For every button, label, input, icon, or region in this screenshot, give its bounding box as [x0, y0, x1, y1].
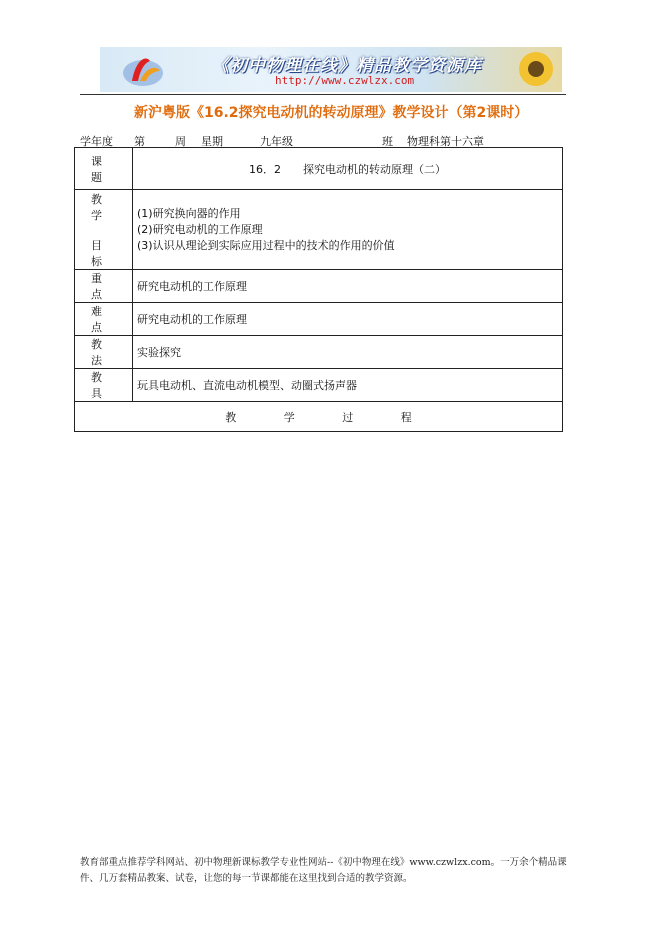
- process-char: 过: [342, 410, 354, 424]
- footer-line: 教育部重点推荐学科网站、初中物理新课标教学专业性网站--《初中物理在线》www.czwlzx.com。一万余个精品课: [80, 857, 567, 868]
- process-char: 程: [400, 410, 412, 424]
- goals-list: [133, 190, 563, 270]
- difficulty-value: 研究电动机的工作原理: [133, 303, 563, 336]
- school-year: 学年度: [80, 135, 113, 148]
- grade: 九年级: [260, 135, 293, 148]
- method-label: 教法: [75, 336, 133, 369]
- tools-label: 教具: [75, 369, 133, 402]
- header-banner: [100, 47, 562, 92]
- key-point-value: 研究电动机的工作原理: [133, 270, 563, 303]
- banner-url: http://www.czwlzx.com: [275, 74, 415, 87]
- subject: 物理科第十六章: [407, 135, 484, 148]
- topic-label: 课题: [75, 148, 133, 190]
- goals-label-bottom: 目标: [91, 238, 116, 268]
- difficulty-label: 难点: [75, 303, 133, 336]
- table-row: [75, 190, 563, 270]
- week-prefix: 第: [134, 135, 145, 148]
- table-row: [75, 369, 563, 402]
- goal-item: (2)研究电动机的工作原理: [137, 222, 263, 236]
- goals-label-top: 教学: [91, 192, 116, 222]
- table-row: [75, 303, 563, 336]
- key-point-label: 重点: [75, 270, 133, 303]
- topic-value: 16．2 探究电动机的转动原理（二）: [133, 148, 563, 190]
- goal-item: (3)认识从理论到实际应用过程中的技术的作用的价值: [137, 238, 395, 252]
- goals-label: [75, 190, 133, 270]
- meta-line: [80, 133, 570, 147]
- document-title: 新沪粤版《16.2探究电动机的转动原理》教学设计（第2课时）: [134, 105, 529, 121]
- sunflower-icon: [516, 49, 556, 89]
- table-row: [75, 270, 563, 303]
- process-char: 学: [283, 410, 295, 424]
- method-value: 实验探究: [133, 336, 563, 369]
- teaching-process-heading: [75, 402, 563, 432]
- weekday: 星期: [201, 135, 223, 148]
- goal-item: (1)研究换向器的作用: [137, 206, 241, 220]
- header-rule: [80, 94, 566, 95]
- tools-value: 玩具电动机、直流电动机模型、动圈式扬声器: [133, 369, 563, 402]
- table-row: [75, 148, 563, 190]
- lesson-table: [74, 147, 563, 432]
- table-row: [75, 336, 563, 369]
- site-logo-icon: [120, 51, 166, 89]
- footer-line: 件、几万套精品教案、试卷，让您的每一节课都能在这里找到合适的教学资源。: [80, 873, 413, 884]
- banner-title: 《初中物理在线》精品教学资源库: [212, 56, 482, 76]
- page-footer: [80, 855, 580, 887]
- week-suffix: 周: [175, 135, 186, 148]
- process-char: 教: [225, 410, 237, 424]
- table-row: [75, 402, 563, 432]
- class-label: 班: [382, 135, 393, 148]
